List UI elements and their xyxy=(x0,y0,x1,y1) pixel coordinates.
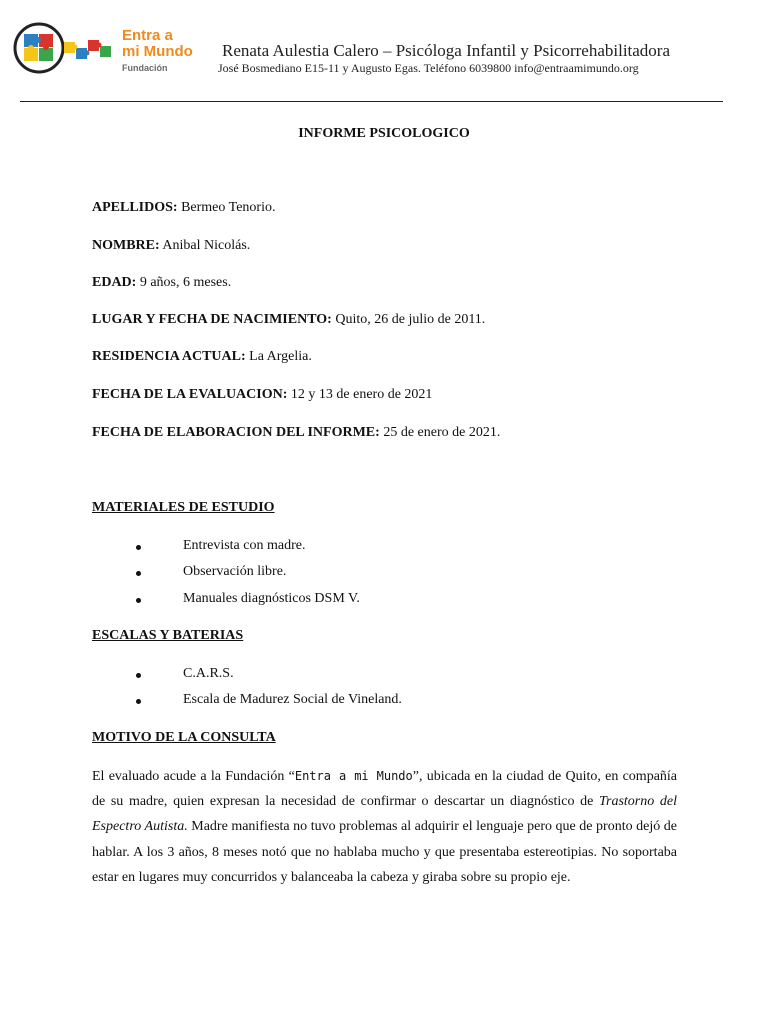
field-edad xyxy=(92,275,231,291)
field-fecha-elaboracion xyxy=(92,425,500,441)
header-divider xyxy=(20,101,723,102)
bullet-icon xyxy=(136,571,141,576)
field-label: FECHA DE LA EVALUACION: xyxy=(92,387,288,402)
logo-line-2: mi Mundo xyxy=(122,43,193,60)
field-label: RESIDENCIA ACTUAL: xyxy=(92,349,246,364)
field-label: APELLIDOS: xyxy=(92,200,178,215)
diagnosis-text: Trastorno del Espectro Autista. xyxy=(92,794,677,835)
field-fecha-evaluacion xyxy=(92,387,432,403)
list-item-text: Manuales diagnósticos DSM V. xyxy=(183,591,360,606)
field-label: NOMBRE: xyxy=(92,238,160,253)
field-value: Bermeo Tenorio. xyxy=(177,200,276,215)
section-escalas-heading: ESCALAS Y BATERIAS xyxy=(92,628,244,643)
contact-address: José Bosmediano E15-11 y Augusto Egas. Teléfono 6039800 info@entraamimundo.org xyxy=(218,61,639,75)
motive-paragraph xyxy=(92,764,677,890)
field-value: Quito, 26 de julio de 2011. xyxy=(331,312,486,327)
bullet-icon xyxy=(136,598,141,603)
field-label: LUGAR Y FECHA DE NACIMIENTO: xyxy=(92,312,332,327)
section-motivo-heading: MOTIVO DE LA CONSULTA xyxy=(92,730,276,745)
field-apellidos xyxy=(92,200,275,216)
field-label: EDAD: xyxy=(92,275,137,290)
bullet-icon xyxy=(136,699,141,704)
field-value: 12 y 13 de enero de 2021 xyxy=(287,387,433,402)
bullet-icon xyxy=(136,673,141,678)
foundation-name-text: Entra a mi Mundo xyxy=(294,769,413,783)
puzzle-logo-icon xyxy=(12,20,116,76)
bullet-icon xyxy=(136,545,141,550)
field-lugar-fecha-nacimiento xyxy=(92,312,485,328)
field-value: 9 años, 6 meses. xyxy=(136,275,232,290)
list-item-text: Escala de Madurez Social de Vineland. xyxy=(183,692,402,707)
field-nombre xyxy=(92,238,250,254)
paragraph-text: ”, ubicada en la ciudad de Quito, en compañía de su madre, quien expresan la necesidad de confirmar o descartar un diagnóstico de xyxy=(92,769,678,810)
field-label: FECHA DE ELABORACION DEL INFORME: xyxy=(92,425,380,440)
letterhead xyxy=(0,0,768,100)
list-item-text: Observación libre. xyxy=(183,564,287,579)
logo-line-3: Fundación xyxy=(122,63,168,73)
logo-wordmark xyxy=(122,28,193,74)
field-value: La Argelia. xyxy=(245,349,312,364)
section-materiales-heading: MATERIALES DE ESTUDIO xyxy=(92,500,275,515)
paragraph-text: El evaluado acude a la Fundación “ xyxy=(92,769,295,784)
psychologist-name: Renata Aulestia Calero – Psicóloga Infantil y Psicorrehabilitadora xyxy=(222,41,671,60)
paragraph-text: Madre manifiesta no tuvo problemas al adquirir el lenguaje pero que de pronto dejó de hablar. A los 3 años, 8 meses notó que no hablaba mucho y que presentaba estereotipias. No soportaba estar en lugares muy concurridos y balanceaba la cabeza y giraba sobre su propio eje. xyxy=(92,819,677,885)
list-item-text: C.A.R.S. xyxy=(183,666,234,681)
list-item-text: Entrevista con madre. xyxy=(183,538,306,553)
field-value: Anibal Nicolás. xyxy=(159,238,251,253)
foundation-logo xyxy=(12,20,212,76)
field-residencia xyxy=(92,349,312,365)
field-value: 25 de enero de 2021. xyxy=(379,425,501,440)
document-title: INFORME PSICOLOGICO xyxy=(298,126,470,141)
logo-line-1: Entra a xyxy=(122,27,173,44)
